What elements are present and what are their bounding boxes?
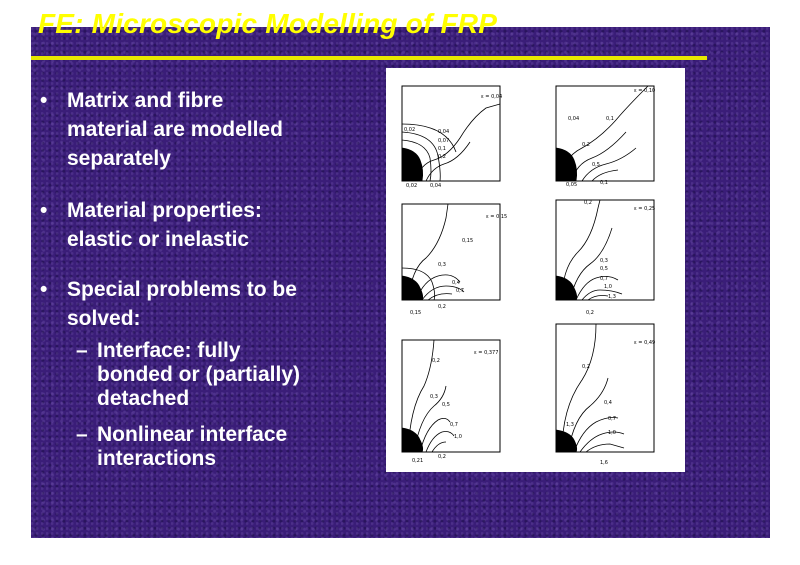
contour-label: 0,7 — [450, 422, 458, 428]
strain-label: ε = 0,04 — [481, 94, 503, 100]
contour-label: 1,0 — [454, 434, 462, 440]
contour-label: 0,2 — [438, 304, 446, 310]
sub-bullet-line: Interface: fully — [97, 339, 241, 362]
contour-label: 0,2 — [438, 454, 446, 460]
strain-label: ε = 0,25 — [634, 206, 656, 212]
contour-label: 0,7 — [600, 276, 608, 282]
bullet-marker: • — [40, 89, 48, 112]
bullet-marker: • — [40, 199, 48, 222]
contour-label: 0,2 — [582, 364, 590, 370]
contour-label: 0,5 — [600, 266, 608, 272]
contour-label: 0,04 — [430, 183, 442, 189]
strain-label: ε = 0,49 — [634, 340, 656, 346]
bullet-line: separately — [67, 147, 171, 170]
contour-panel-5 — [402, 340, 500, 464]
contour-label: 0,04 — [568, 116, 580, 122]
contour-label: 0,1 — [600, 180, 608, 186]
bullet-line: material are modelled — [67, 118, 283, 141]
contour-label: 0,2 — [438, 154, 446, 160]
contour-label: 0,3 — [430, 394, 438, 400]
contour-label: 0,2 — [582, 142, 590, 148]
bullet-line: solved: — [67, 307, 141, 330]
strain-label: ε = 0,15 — [486, 214, 508, 220]
bullet-line: Matrix and fibre — [67, 89, 224, 112]
contour-label: 0,2 — [432, 358, 440, 364]
sub-bullet-marker: – — [76, 423, 88, 446]
contour-label: 0,4 — [604, 400, 612, 406]
contour-plot-figure — [386, 68, 685, 472]
contour-label: 0,02 — [406, 183, 418, 189]
contour-label: 1,0 — [604, 284, 612, 290]
contour-label: 0,15 — [410, 310, 422, 316]
sub-bullet-marker: – — [76, 339, 88, 362]
contour-label: 0,2 — [586, 310, 594, 316]
strain-label: ε = 0,377 — [474, 350, 499, 356]
contour-label: 0,7 — [456, 288, 464, 294]
contour-label: 0,4 — [452, 280, 460, 286]
contour-label: 1,3 — [608, 294, 616, 300]
contour-label: 0,5 — [442, 402, 450, 408]
contour-label: 0,1 — [438, 146, 446, 152]
sub-bullet-line: interactions — [97, 447, 217, 470]
contour-label: 0,5 — [592, 162, 600, 168]
sub-bullet-line: detached — [97, 387, 190, 410]
contour-label: 1,0 — [608, 430, 616, 436]
contour-label: 0,07 — [438, 138, 450, 144]
contour-panel-4 — [556, 200, 655, 316]
contour-label: 0,3 — [600, 258, 608, 264]
bullet-marker: • — [40, 278, 48, 301]
contour-label: 1,6 — [600, 460, 608, 466]
sub-bullet-line: bonded or (partially) — [97, 363, 301, 386]
contour-panel-6 — [556, 324, 655, 466]
contour-panel-2 — [556, 86, 655, 188]
contour-label: 0,2 — [584, 200, 592, 206]
bullet-line: Material properties: — [67, 199, 262, 222]
sub-bullet-line: Nonlinear interface — [97, 423, 288, 446]
slide-title: FE: Microscopic Modelling of FRP — [38, 8, 498, 39]
contour-label: 0,3 — [438, 262, 446, 268]
strain-label: ε = 0,10 — [634, 88, 656, 94]
title-underline — [31, 56, 707, 60]
contour-panel-3 — [402, 204, 507, 316]
contour-label: 0,05 — [566, 182, 578, 188]
contour-label: 0,02 — [404, 127, 416, 133]
contour-panel-1 — [402, 86, 502, 189]
bullet-line: elastic or inelastic — [67, 228, 250, 251]
contour-label: 1,3 — [566, 422, 574, 428]
contour-label: 0,04 — [438, 129, 450, 135]
bullet-line: Special problems to be — [67, 278, 297, 301]
contour-label: 0,15 — [462, 238, 474, 244]
contour-label: 0,1 — [606, 116, 614, 122]
contour-label: 0,7 — [608, 416, 616, 422]
contour-label: 0,21 — [412, 458, 424, 464]
